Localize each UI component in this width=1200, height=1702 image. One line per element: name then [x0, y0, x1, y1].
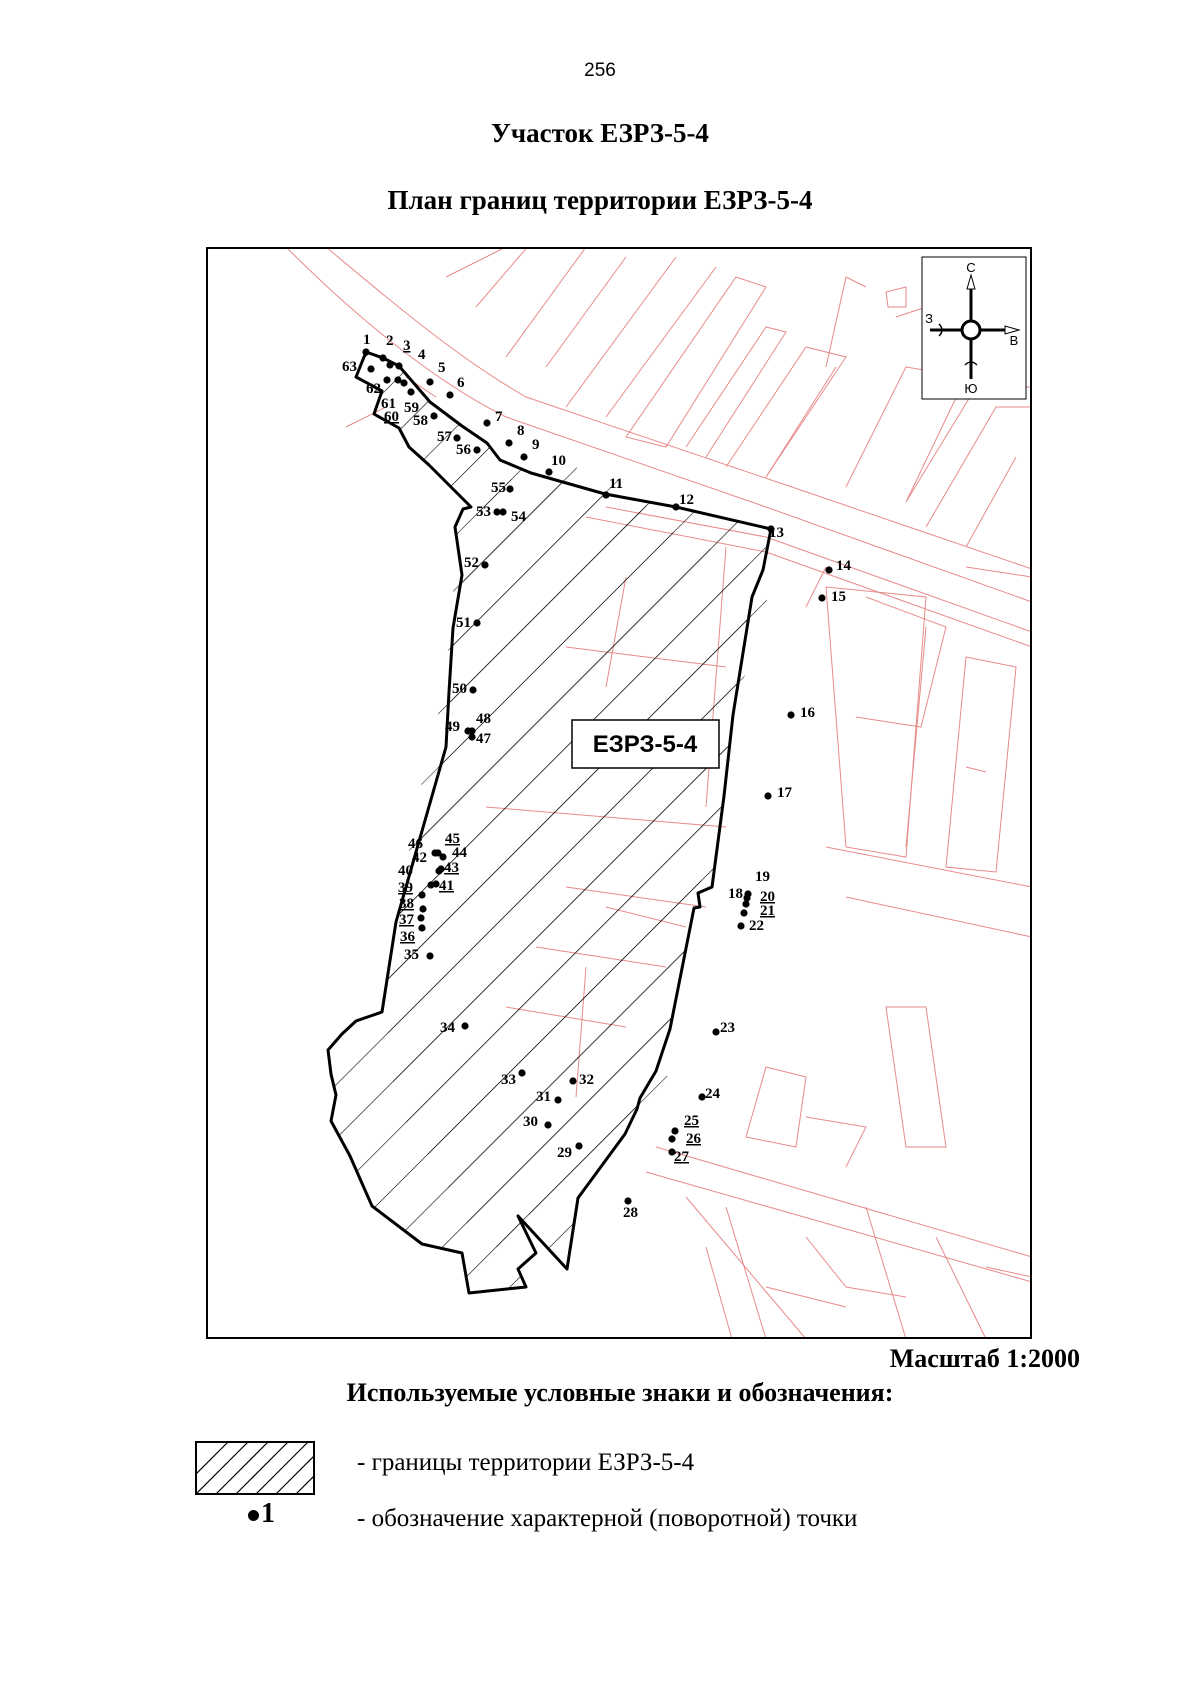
- point-dot: [362, 348, 369, 355]
- point-dot: [395, 362, 402, 369]
- point-dot: [407, 388, 414, 395]
- point-label: 11: [609, 476, 624, 492]
- point-dot: [518, 1069, 525, 1076]
- point-dot: [394, 376, 401, 383]
- point-dot: [818, 594, 825, 601]
- point-dot: [671, 1127, 678, 1134]
- point-label: 1: [363, 332, 371, 348]
- point-label: 31: [536, 1089, 551, 1105]
- compass-south-label: Ю: [964, 381, 978, 396]
- page-number: 256: [584, 60, 616, 81]
- point-label: 58: [413, 413, 428, 429]
- point-dot: [469, 686, 476, 693]
- point-label: 23: [720, 1020, 735, 1036]
- turning-point-27: [668, 1148, 689, 1165]
- turning-point-22: [737, 918, 764, 934]
- point-dot: [499, 508, 506, 515]
- point-label: 28: [623, 1205, 638, 1221]
- point-dot: [418, 891, 425, 898]
- point-dot: [464, 727, 471, 734]
- point-label: 20: [760, 889, 775, 905]
- point-label: 27: [674, 1149, 689, 1165]
- point-label: 44: [452, 845, 467, 861]
- page-title: Участок ЕЗРЗ-5-4: [491, 118, 709, 148]
- point-dot: [446, 391, 453, 398]
- point-dot: [744, 890, 751, 897]
- point-label: 57: [437, 429, 452, 445]
- turning-point-6: [446, 375, 465, 399]
- point-dot: [367, 365, 374, 372]
- point-label: 40: [398, 863, 413, 879]
- hatched-territory: [328, 352, 771, 1293]
- point-label: 30: [523, 1114, 538, 1130]
- point-label: 51: [456, 615, 471, 631]
- point-dot: [737, 922, 744, 929]
- scale-label: Масштаб 1:2000: [889, 1344, 1080, 1373]
- compass-east-label: В: [1009, 333, 1019, 348]
- point-dot: [379, 354, 386, 361]
- legend-point-symbol: [248, 1498, 275, 1530]
- point-label: 34: [440, 1020, 455, 1036]
- point-label: 21: [760, 903, 775, 919]
- point-label: 4: [418, 347, 426, 363]
- plan-subtitle: План границ территории ЕЗРЗ-5-4: [387, 185, 813, 215]
- point-dot: [569, 1077, 576, 1084]
- point-label: 18: [728, 886, 743, 902]
- point-dot-icon: [248, 1510, 259, 1521]
- point-label: 36: [400, 929, 415, 945]
- legend-title: Используемые условные знаки и обозначения:: [346, 1378, 894, 1407]
- boundary-plan-map: [206, 247, 1032, 1339]
- turning-point-5: [426, 360, 445, 386]
- point-label: 17: [777, 785, 792, 801]
- point-label: 2: [386, 333, 394, 349]
- turning-point-17: [764, 785, 792, 801]
- point-label: 22: [749, 918, 764, 934]
- turning-point-13: [767, 525, 784, 541]
- point-label: 59: [404, 400, 419, 416]
- point-label: 5: [438, 360, 446, 376]
- point-label: 49: [445, 719, 460, 735]
- turning-point-7: [483, 409, 503, 427]
- point-label: 61: [381, 396, 396, 412]
- point-label: 3: [403, 338, 411, 354]
- point-label: 35: [404, 947, 419, 963]
- point-label: 53: [476, 504, 491, 520]
- point-label: 12: [679, 492, 694, 508]
- turning-point-14: [825, 558, 851, 574]
- point-dot: [481, 561, 488, 568]
- point-dot: [554, 1096, 561, 1103]
- point-label: 25: [684, 1113, 699, 1129]
- point-dot: [461, 1022, 468, 1029]
- point-label: 45: [445, 831, 460, 847]
- point-label: 6: [457, 375, 465, 391]
- point-label: 9: [532, 437, 540, 453]
- point-dot: [742, 900, 749, 907]
- point-label: 52: [464, 555, 479, 571]
- point-label: 29: [557, 1145, 572, 1161]
- point-dot: [602, 491, 609, 498]
- point-label: 16: [800, 705, 815, 721]
- turning-point-24: [698, 1086, 720, 1102]
- point-label: 56: [456, 442, 471, 458]
- turning-point-23: [712, 1020, 735, 1036]
- point-dot: [419, 905, 426, 912]
- point-label: 32: [579, 1072, 594, 1088]
- point-dot: [473, 619, 480, 626]
- point-label: 46: [408, 836, 423, 852]
- turning-point-16: [787, 705, 815, 721]
- turning-point-2: [379, 333, 393, 362]
- point-dot: [545, 468, 552, 475]
- point-label: 63: [342, 359, 357, 375]
- turning-point-28: [623, 1197, 638, 1221]
- compass-rose: [922, 257, 1026, 399]
- legend-boundary-text: - границы территории ЕЗРЗ-5-4: [357, 1449, 695, 1476]
- legend-point-text: - обозначение характерной (поворотной) точки: [357, 1505, 858, 1532]
- turning-point-4: [395, 347, 426, 370]
- point-dot: [544, 1121, 551, 1128]
- legend-hatch-swatch: [195, 1441, 315, 1495]
- point-label: 37: [399, 912, 414, 928]
- point-label: 38: [399, 896, 414, 912]
- point-dot: [668, 1135, 675, 1142]
- point-label: 43: [444, 860, 459, 876]
- point-label: 26: [686, 1131, 701, 1147]
- point-label: 15: [831, 589, 846, 605]
- point-dot: [520, 453, 527, 460]
- point-label: 55: [491, 480, 506, 496]
- point-label: 39: [398, 880, 413, 896]
- point-label: 54: [511, 509, 526, 525]
- zone-label-box: [572, 720, 719, 768]
- point-dot: [386, 361, 393, 368]
- point-dot: [575, 1142, 582, 1149]
- point-label: 48: [476, 711, 491, 727]
- point-label: 7: [495, 409, 503, 425]
- point-dot: [383, 376, 390, 383]
- point-label: 41: [439, 878, 454, 894]
- point-dot: [417, 914, 424, 921]
- zone-label: ЕЗРЗ-5-4: [592, 731, 698, 758]
- point-label: 8: [517, 423, 525, 439]
- point-dot: [431, 849, 438, 856]
- point-dot: [740, 909, 747, 916]
- point-dot: [473, 446, 480, 453]
- point-label: 42: [412, 850, 427, 866]
- point-dot: [430, 412, 437, 419]
- point-label: 19: [755, 869, 770, 885]
- point-label: 33: [501, 1072, 516, 1088]
- point-dot: [506, 485, 513, 492]
- point-dot: [764, 792, 771, 799]
- point-label: 60: [384, 409, 399, 425]
- point-dot: [426, 952, 433, 959]
- point-label: 47: [476, 731, 491, 747]
- point-dot: [453, 434, 460, 441]
- point-dot: [624, 1197, 631, 1204]
- turning-point-9: [520, 437, 539, 461]
- turning-point-12: [672, 492, 694, 511]
- point-label: 50: [452, 681, 467, 697]
- compass-west-label: З: [925, 311, 933, 326]
- turning-point-15: [818, 589, 846, 605]
- point-dot: [787, 711, 794, 718]
- point-label: 13: [769, 525, 784, 541]
- turning-point-8: [505, 423, 524, 447]
- point-dot: [505, 439, 512, 446]
- point-dot: [483, 419, 490, 426]
- point-dot: [418, 924, 425, 931]
- point-label: 10: [551, 453, 566, 469]
- point-label: 62: [366, 381, 381, 397]
- turning-point-1: [362, 332, 370, 356]
- point-dot: [426, 378, 433, 385]
- legend-point-number: 1: [261, 1498, 275, 1529]
- point-label: 24: [705, 1086, 720, 1102]
- point-dot: [712, 1028, 719, 1035]
- point-label: 14: [836, 558, 851, 574]
- compass-north-label: С: [966, 260, 976, 275]
- point-dot: [825, 566, 832, 573]
